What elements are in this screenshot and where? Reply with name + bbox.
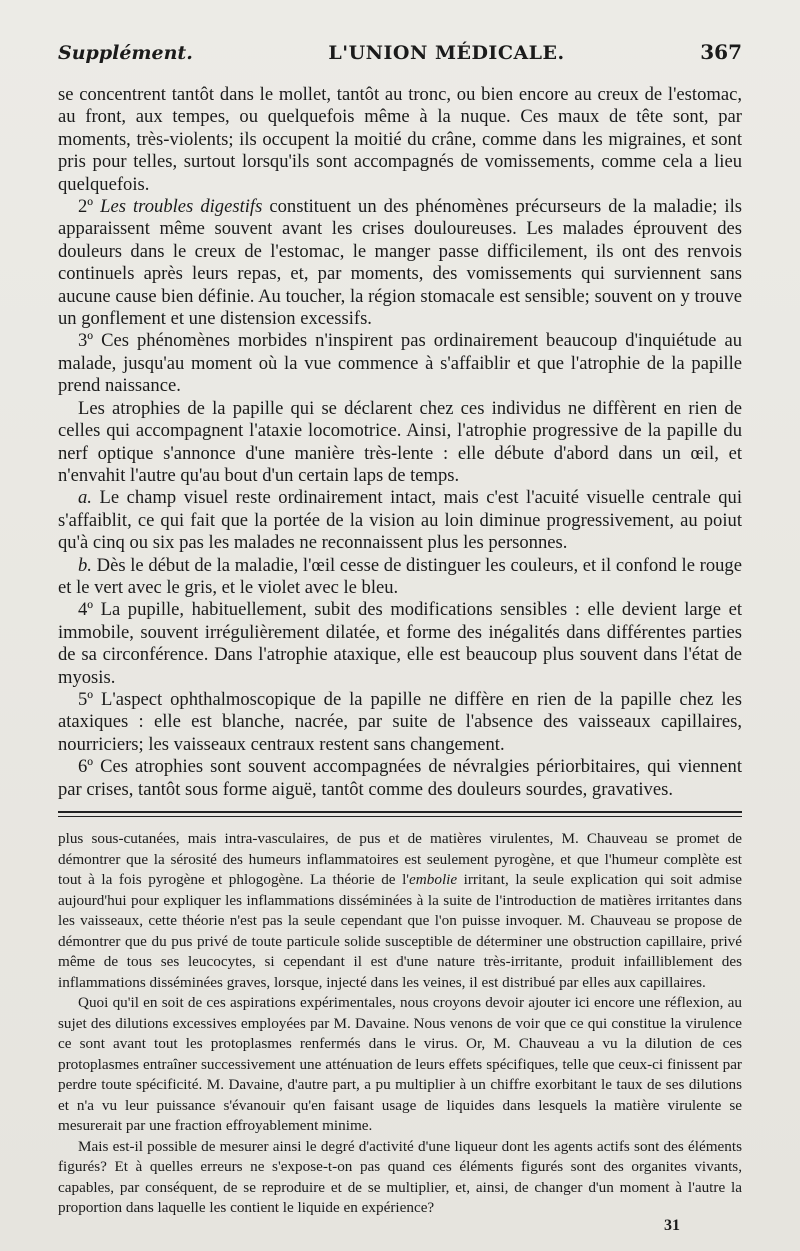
paragraph-text: Dès le début de la maladie, l'œil cesse de distinguer les couleurs, et il confond le rouge et le vert avec le gris, et le violet avec le bleu. [58, 554, 742, 598]
footnote-paragraph [58, 829, 742, 993]
paragraph: se concentrent tantôt dans le mollet, tantôt au tronc, ou bien encore au creux de l'estomac, au front, aux tempes, ou quelquefois même à la nuque. Ces maux de tête sont, par moments, très-violents; ils occupent la moitié du crâne, comme dans les migraines, et sont pris pour telles, surtout lorsqu'ils sont accompagnés de vomissements, comme cela a lieu quelquefois. [58, 84, 742, 195]
paragraph [58, 487, 742, 554]
section-label: Supplément. [58, 42, 193, 64]
footnote-text: plus sous-cutanées, mais intra-vasculaires, de pus et de matières virulentes, M. Chauveau se promet de démontrer que la sérosité des humeurs inflammatoires est seulement pyrogène, et que l'humeur complète est tout à la fois pyrogène et phlogogène. La théorie de l' [58, 830, 742, 888]
paragraph-text: Le champ visuel reste ordinairement intact, mais c'est l'acuité visuelle centrale qui s'affaiblit, ce qui fait que la portée de la vision au loin diminue progressivement, au poiut qu'à cinq ou six pas les malades ne reconnaissent plus les personnes. [58, 487, 742, 554]
paragraph: 4º La pupille, habituellement, subit des modifications sensibles : elle devient large et immobile, souvent irrégulièrement dilatée, et forme des inégalités dans différentes parties de sa circonférence. Dans l'atrophie ataxique, elle est beaucoup plus souvent dans l'état de myosis. [58, 599, 742, 688]
paragraph [58, 196, 742, 330]
item-number: 2º [78, 196, 101, 218]
paragraph [58, 555, 742, 600]
running-header [58, 40, 742, 74]
emphasis: embolie [409, 871, 458, 888]
main-text [58, 84, 742, 801]
paragraph: 3º Ces phénomènes morbides n'inspirent pas ordinairement beaucoup d'inquiétude au malade, jusqu'au moment où la vue commence à s'affaiblir et que l'atrophie de la papille prend naissance. [58, 330, 742, 397]
paragraph: 6º Ces atrophies sont souvent accompagnées de névralgies périorbitaires, qui viennent par crises, tantôt sous forme aiguë, tantôt comme des douleurs sourdes, gravatives. [58, 756, 742, 800]
footnote-paragraph: Mais est-il possible de mesurer ainsi le degré d'activité d'une liqueur dont les agents actifs sont des éléments figurés? Et à quelles erreurs ne s'expose-t-on pas quand ces éléments figurés sont des organites vivants, capables, par conséquent, de se reproduire et de se multiplier, et, ainsi, de changer d'un moment à l'autre la proportion dans laquelle les contient le liquide en expérience? [58, 1137, 742, 1216]
signature-mark: 31 [664, 1217, 680, 1234]
footnote-paragraph: Quoi qu'il en soit de ces aspirations expérimentales, nous croyons devoir ajouter ici encore une réflexion, au sujet des dilutions excessives employées par M. Davaine. Nous venons de voir que ce qui constitue la virulence ce sont avant tout les protoplasmes renfermés dans le virus. Or, M. Chauveau a vu la dilution de ces protoplasmes entraîner successivement une atténuation de leurs effets spécifiques, telle que ceux-ci finissent par perdre toute spécificité. M. Davaine, d'autre part, a pu multiplier à un chiffre exorbitant le taux de ses dilutions et n'a vu leur puissance s'évanouir qu'en faisant usage de liquides dans lesquels la matière virulente se mesurerait par une fraction effroyablement minime. [58, 994, 742, 1134]
journal-title: L'UNION MÉDICALE. [328, 42, 565, 64]
paragraph: 5º L'aspect ophthalmoscopique de la papille ne diffère en rien de la papille chez les ataxiques : elle est blanche, nacrée, par suite de l'absence des vaisseaux capillaires, nourriciers; les vaisseaux centraux restent sans changement. [58, 688, 742, 755]
item-letter: a. [78, 487, 92, 509]
paragraph: Les atrophies de la papille qui se déclarent chez ces individus ne diffèrent en rien de celles qui accompagnent l'ataxie locomotrice. Ainsi, l'atrophie progressive de la papille du nerf optique s'annonce d'une manière très-lente : elle débute d'abord dans un œil, et n'envahit l'autre qu'au bout d'un certain laps de temps. [58, 397, 742, 486]
page-number: 367 [700, 40, 742, 64]
footnote-divider [58, 811, 742, 817]
footnote [58, 829, 742, 1219]
item-letter: b. [78, 554, 92, 576]
emphasis: Les troubles digestifs [100, 196, 263, 218]
paragraph-text: constituent un des phénomènes précurseurs de la maladie; ils apparaissent même souvent avant les crises douloureuses. Les malades éprouvent des douleurs dans le creux de l'estomac, le manger passe difficilement, ils ont des renvois continuels après leurs repas, et, par moments, des vomissements qui surviennent sans aucune cause bien définie. Au toucher, la région stomacale est sensible; souvent on y trouve un gonflement et une distension excessifs. [58, 196, 742, 330]
footnote-text: irritant, la seule explication qui soit admise aujourd'hui pour expliquer les inflammations disséminées à la suite de l'introduction de matières irritantes dans les vaisseaux, cette théorie n'est pas la seule cependant que l'on puisse invoquer. M. Chauveau se propose de démontrer que du pus privé de toute particule solide susceptible de déterminer une obstruction capillaire, privé même de tous ses leucocytes, si cependant il est d'une nature très-irritante, produit infailliblement des inflammations disséminées graves, lorsque, injecté dans les veines, il est distribué par elles aux capillaires. [58, 871, 742, 991]
